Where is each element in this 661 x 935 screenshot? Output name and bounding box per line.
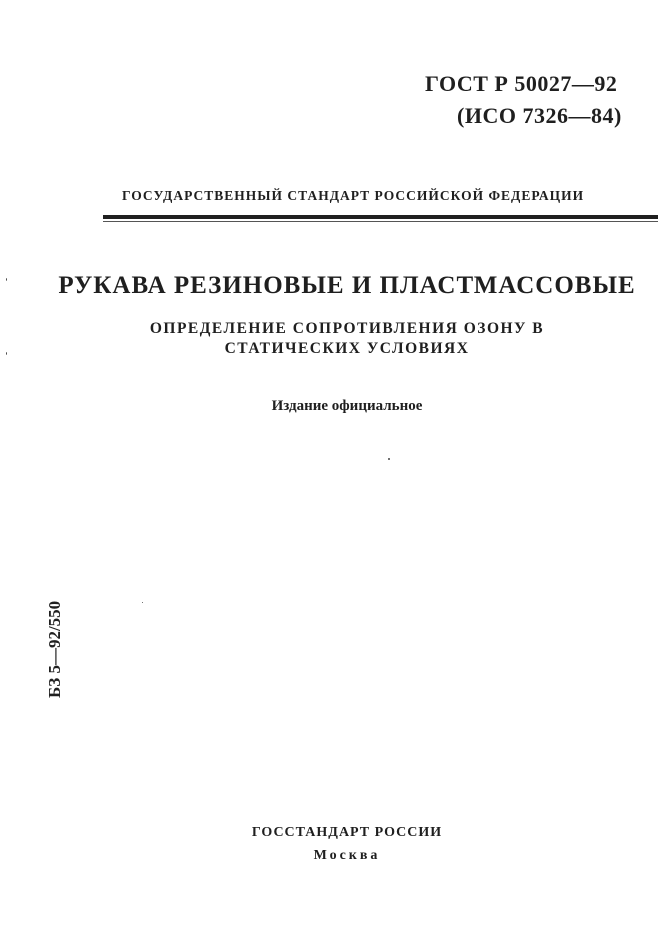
publisher-city: Москва bbox=[313, 848, 381, 863]
document-subtitle bbox=[0, 319, 661, 359]
scan-speck bbox=[388, 458, 390, 460]
scan-speck bbox=[142, 602, 143, 603]
standard-number: ГОСТ Р 50027—92 bbox=[425, 71, 618, 96]
scan-speck bbox=[6, 352, 7, 355]
document-title: РУКАВА РЕЗИНОВЫЕ И ПЛАСТМАССОВЫЕ bbox=[58, 272, 636, 299]
publisher-name: ГОССТАНДАРТ РОССИИ bbox=[251, 825, 443, 840]
side-catalog-code: БЗ 5—92/550 bbox=[45, 600, 64, 698]
header-divider-thick bbox=[103, 215, 658, 219]
subtitle-line-2: СТАТИЧЕСКИХ УСЛОВИЯХ bbox=[224, 340, 470, 357]
header-divider-thin bbox=[103, 221, 658, 222]
iso-number: (ИСО 7326—84) bbox=[457, 103, 622, 128]
scan-speck bbox=[6, 278, 7, 281]
edition-note: Издание официальное bbox=[271, 398, 423, 414]
subtitle-line-1: ОПРЕДЕЛЕНИЕ СОПРОТИВЛЕНИЯ ОЗОНУ В bbox=[149, 320, 545, 337]
state-standard-heading: ГОСУДАРСТВЕННЫЙ СТАНДАРТ РОССИЙСКОЙ ФЕДЕРАЦИИ bbox=[122, 188, 585, 203]
